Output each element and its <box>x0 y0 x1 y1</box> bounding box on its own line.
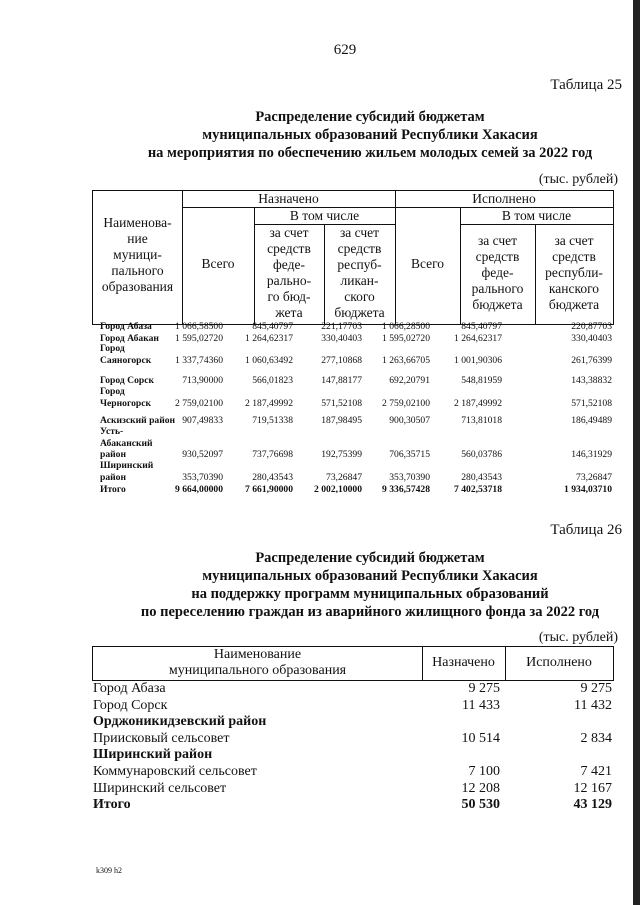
row-value: 147,88177 <box>321 375 362 386</box>
row-value: 1 264,62317 <box>454 333 502 344</box>
header-including: В том числе <box>501 208 572 223</box>
header-fed-assigned: за счет средств феде- рально- го бюд- жета <box>266 225 312 320</box>
row-assigned: 12 208 <box>461 780 500 796</box>
row-name: Коммунаровский сельсовет <box>93 764 257 779</box>
header-rep-executed: за счет средств республи- канского бюджета <box>545 233 603 312</box>
row-value: 7 661,90000 <box>245 484 293 495</box>
title-line: на мероприятия по обеспечению жильем молодых семей за 2022 год <box>147 145 593 161</box>
table26-title <box>60 549 640 621</box>
table-row <box>93 764 613 780</box>
header-assigned: Назначено <box>432 655 495 670</box>
row-name: Город Саяногорск <box>100 343 152 366</box>
row-name: Город Черногорск <box>100 386 151 409</box>
title-line: Распределение субсидий бюджетам <box>255 109 485 125</box>
header-total: Всего <box>201 256 235 271</box>
row-value: 73,26847 <box>326 471 362 483</box>
table-row <box>93 698 613 714</box>
row-value: 277,10868 <box>321 354 362 366</box>
row-value: 2 759,02100 <box>382 397 430 409</box>
row-name: Город Сорск <box>100 375 155 386</box>
row-value: 192,75399 <box>321 449 362 460</box>
row-value: 1 337,74360 <box>175 354 223 366</box>
row-value: 1 595,02720 <box>382 333 430 344</box>
header-name: Наименова- ние муници- пального образования <box>101 215 174 294</box>
table-row <box>93 714 613 730</box>
row-name: Ширинский сельсовет <box>93 780 227 796</box>
header-including: В том числе <box>289 208 360 223</box>
row-value: 280,43543 <box>252 471 293 483</box>
row-name: Аскизский район <box>100 415 176 426</box>
row-executed: 9 275 <box>580 681 612 696</box>
row-name: Город Абаза <box>100 321 152 332</box>
header-rep-assigned: за счет средств респуб- ликан- ского бюджета <box>334 225 385 320</box>
table-row <box>100 484 615 496</box>
header-executed: Исполнено <box>526 655 592 670</box>
title-line: на поддержку программ муниципальных образований <box>191 586 549 602</box>
table25-label: Таблица 25 <box>550 77 622 93</box>
row-value: 9 336,57428 <box>382 484 430 495</box>
row-executed: 2 834 <box>580 730 612 746</box>
row-value: 143,38832 <box>571 375 612 386</box>
row-value: 146,31929 <box>571 449 612 460</box>
row-executed: 12 167 <box>573 780 612 796</box>
row-value: 692,20791 <box>389 375 430 386</box>
table-row <box>93 747 613 763</box>
row-value: 713,81018 <box>461 415 502 426</box>
row-value: 571,52108 <box>571 397 612 409</box>
row-value: 330,40403 <box>571 333 612 344</box>
row-value: 900,30507 <box>389 415 430 426</box>
row-executed: 11 432 <box>574 697 612 713</box>
table-row <box>93 781 613 797</box>
row-value: 353,70390 <box>389 471 430 483</box>
page-number: 629 <box>333 42 357 58</box>
table26-header <box>92 646 614 681</box>
row-name: Итого <box>100 484 126 495</box>
row-assigned: 7 100 <box>468 764 500 779</box>
row-value: 187,98495 <box>321 415 362 426</box>
title-line: муниципальных образований Республики Хакасия <box>202 568 538 584</box>
row-value: 9 664,00000 <box>175 484 223 495</box>
row-value: 560,03786 <box>461 449 502 460</box>
table-row <box>100 321 615 333</box>
row-value: 1 595,02720 <box>175 333 223 344</box>
table-row <box>93 797 613 813</box>
row-name: Ширинский район <box>93 747 213 763</box>
row-value: 1 066,58500 <box>175 321 223 332</box>
header-name: Наименование муниципального образования <box>168 647 347 678</box>
title-line: Распределение субсидий бюджетам <box>255 550 485 566</box>
row-value: 1 001,90306 <box>454 354 502 366</box>
table-row <box>100 415 615 427</box>
table25-title <box>60 108 640 162</box>
row-value: 1 263,66705 <box>382 354 430 366</box>
row-value: 713,90000 <box>182 375 223 386</box>
row-value: 566,01823 <box>252 375 293 386</box>
row-value: 261,76399 <box>571 354 612 366</box>
table26-units: (тыс. рублей) <box>538 630 618 645</box>
row-value: 907,49833 <box>182 415 223 426</box>
row-value: 845,40797 <box>461 321 502 332</box>
row-value: 1 264,62317 <box>245 333 293 344</box>
row-value: 719,51338 <box>252 415 293 426</box>
row-value: 73,26847 <box>576 471 612 483</box>
table-row <box>93 731 613 747</box>
row-value: 930,52097 <box>182 449 223 460</box>
table25-header <box>92 190 614 325</box>
table-row <box>100 426 615 461</box>
row-name: Город Абаза <box>93 681 166 696</box>
header-fed-executed: за счет средств феде- рального бюджета <box>471 233 524 312</box>
row-value: 571,52108 <box>321 397 362 409</box>
table-row <box>100 375 615 387</box>
row-name: Орджоникидзевский район <box>93 714 267 730</box>
row-name: Усть- Абаканский район <box>100 426 153 460</box>
row-value: 737,76698 <box>252 449 293 460</box>
table25-units: (тыс. рублей) <box>538 172 618 187</box>
row-assigned: 11 433 <box>462 697 500 713</box>
row-value: 2 187,49992 <box>454 397 502 409</box>
row-name: Приисковый сельсовет <box>93 730 230 746</box>
title-line: муниципальных образований Республики Хакасия <box>202 127 538 143</box>
row-value: 1 934,03710 <box>564 484 612 495</box>
table-row <box>100 386 615 409</box>
row-value: 221,17703 <box>321 321 362 332</box>
row-value: 353,70390 <box>182 471 223 483</box>
row-name: Ширинский район <box>100 460 154 483</box>
row-value: 1 060,63492 <box>245 354 293 366</box>
row-value: 186,49489 <box>571 415 612 426</box>
row-value: 7 402,53718 <box>454 484 502 495</box>
table26-label: Таблица 26 <box>550 522 622 538</box>
row-value: 220,87703 <box>571 321 612 332</box>
table-row <box>100 343 615 366</box>
row-name: Итого <box>93 797 131 813</box>
footer-code: k309 h2 <box>96 866 122 875</box>
row-assigned: 9 275 <box>468 681 500 696</box>
header-executed: Исполнено <box>472 191 536 206</box>
row-value: 845,40797 <box>252 321 293 332</box>
row-assigned: 10 514 <box>461 730 500 746</box>
row-assigned: 50 530 <box>461 797 500 813</box>
row-value: 2 759,02100 <box>175 397 223 409</box>
row-name: Город Абакан <box>100 333 159 344</box>
header-total: Всего <box>410 256 445 271</box>
row-value: 2 002,10000 <box>314 484 362 495</box>
row-name: Город Сорск <box>93 697 168 713</box>
row-executed: 43 129 <box>573 797 612 813</box>
header-assigned: Назначено <box>258 191 319 206</box>
row-value: 1 066,28500 <box>382 321 430 332</box>
table-row <box>93 681 613 697</box>
row-value: 280,43543 <box>461 471 502 483</box>
row-executed: 7 421 <box>580 764 612 779</box>
table-row <box>100 460 615 483</box>
row-value: 706,35715 <box>389 449 430 460</box>
title-line: по переселению граждан из аварийного жилищного фонда за 2022 год <box>140 604 600 620</box>
row-value: 330,40403 <box>321 333 362 344</box>
row-value: 2 187,49992 <box>245 397 293 409</box>
row-value: 548,81959 <box>461 375 502 386</box>
